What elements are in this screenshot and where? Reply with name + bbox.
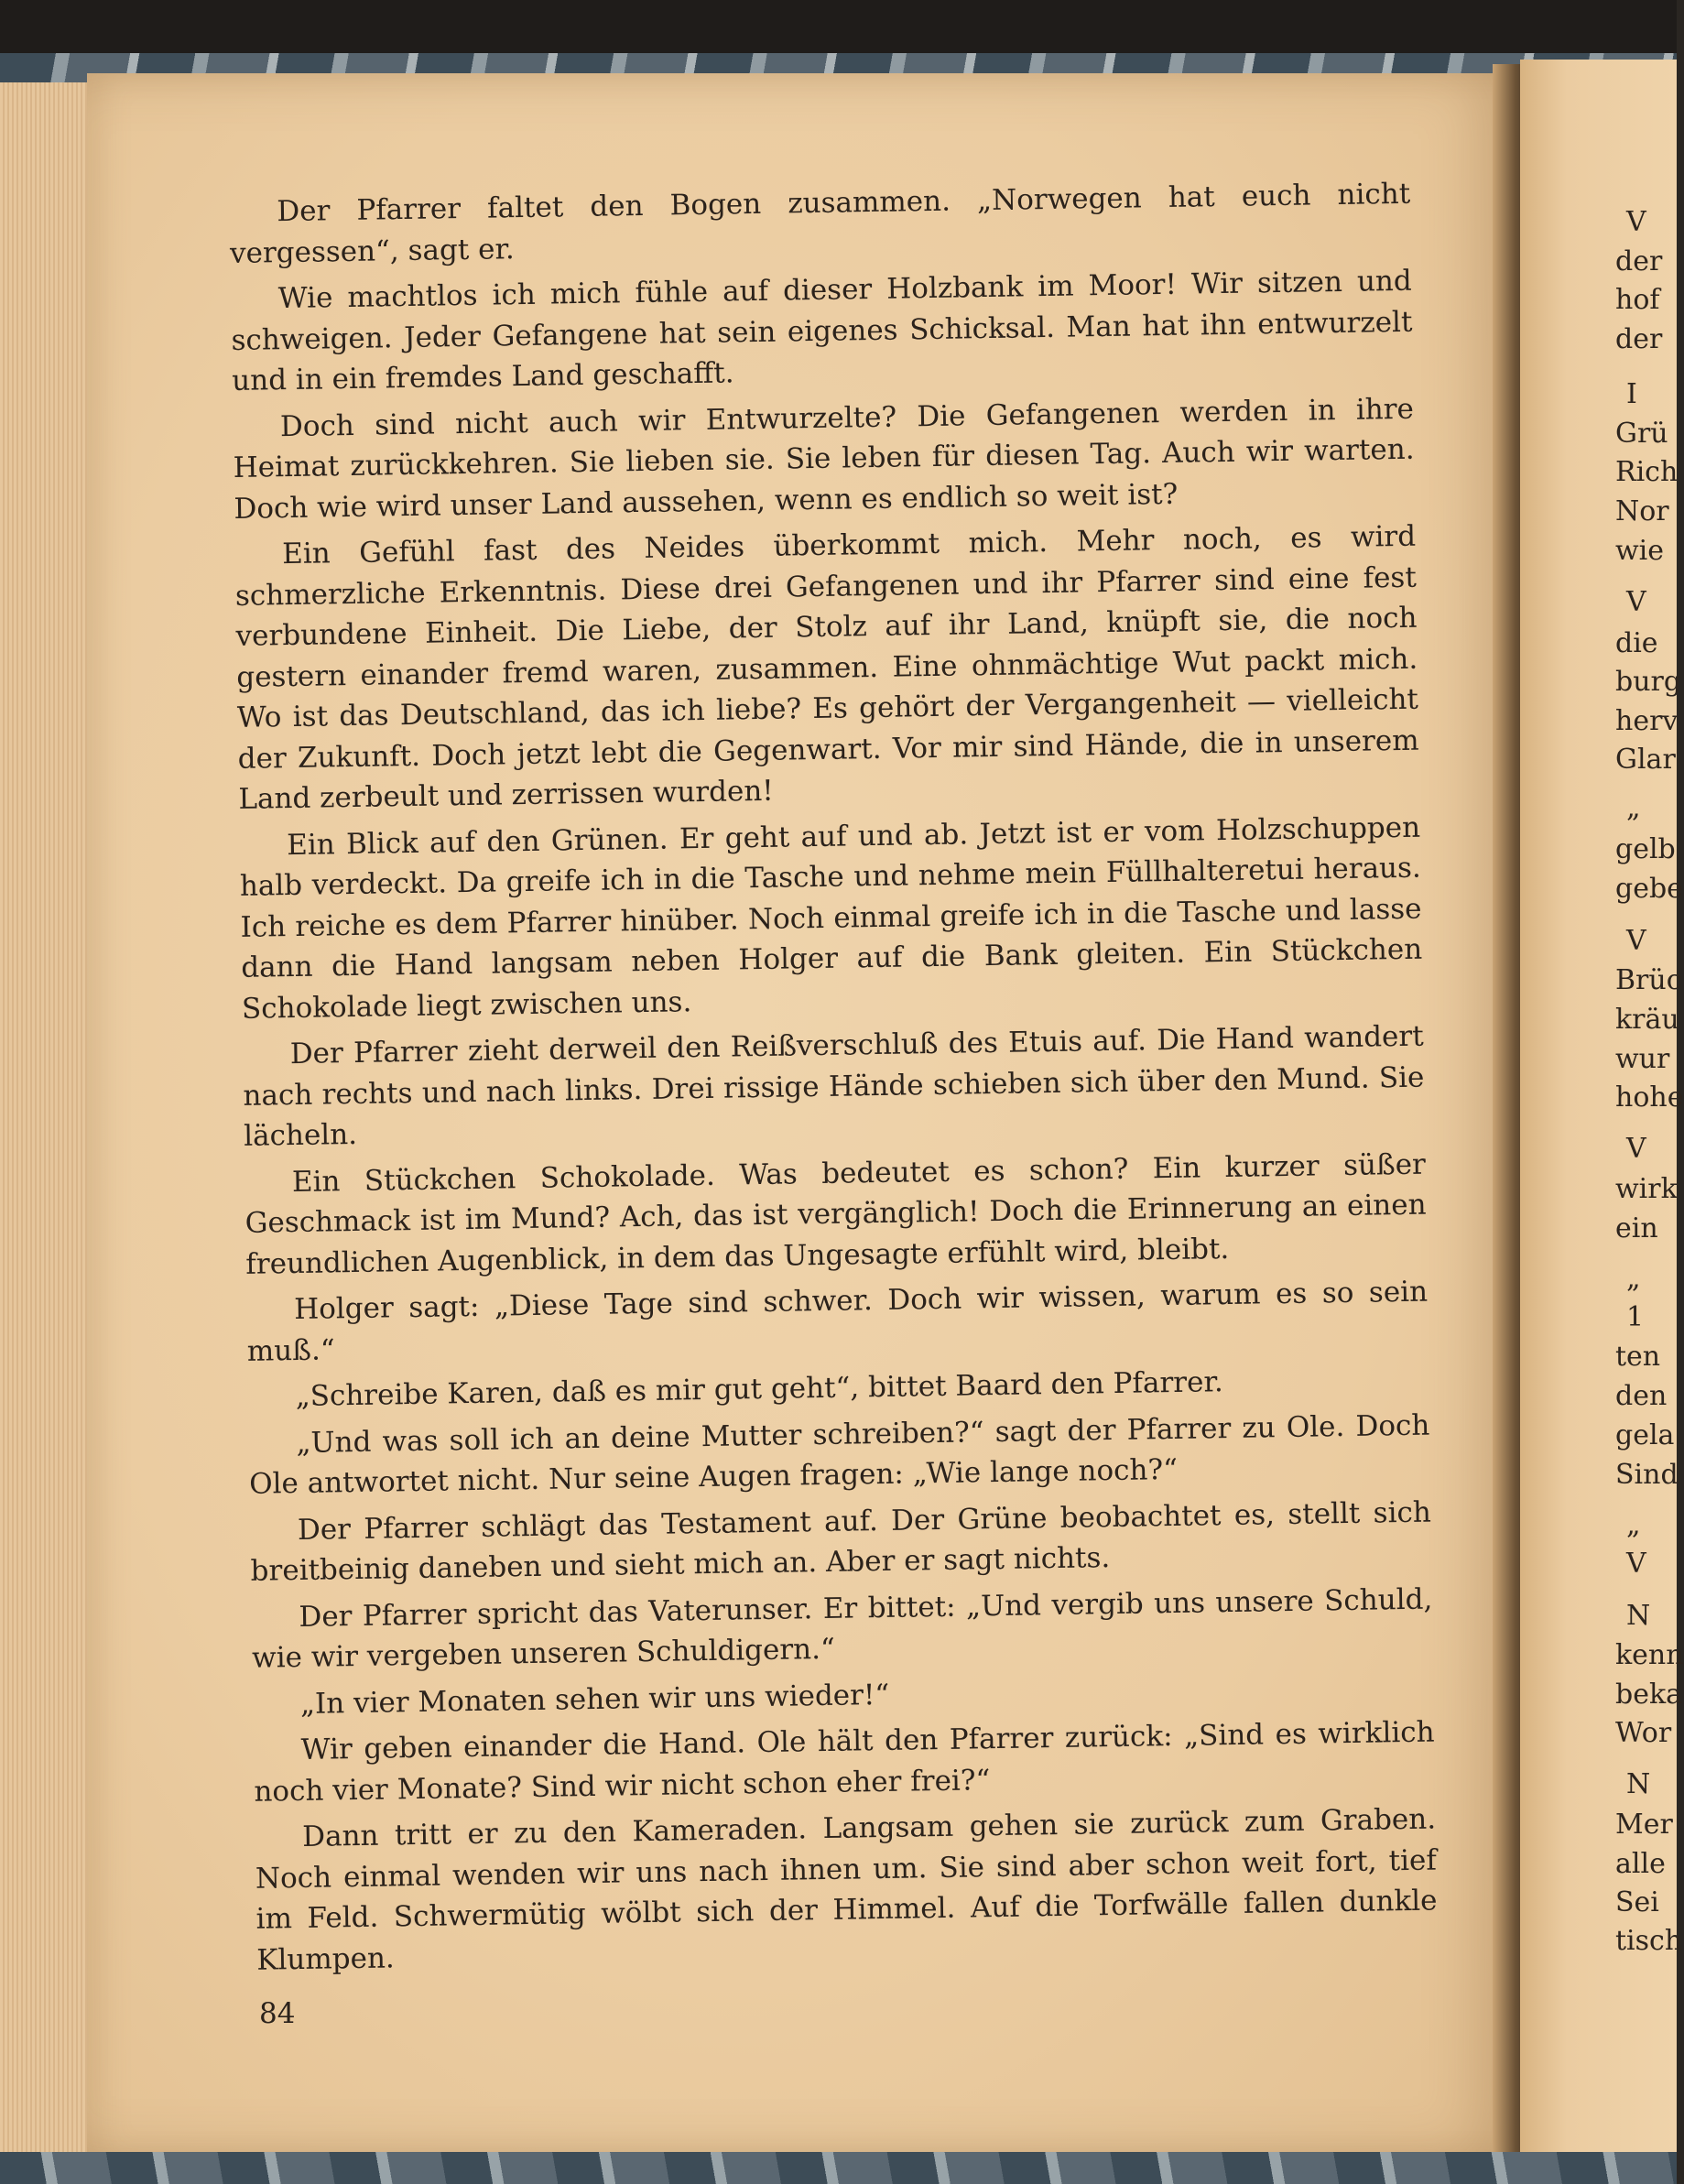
next-page-fragment: hohe <box>1615 1081 1684 1114</box>
paragraph: Ein Blick auf den Grünen. Er geht auf und ab. Jetzt ist er vom Holzschuppen halb verdeckt. Da greife ich in die Tasche und nehme mein Füllhalteretui heraus. Ich reiche es dem Pfarrer hinüber. Noch einmal greife ich in die Tasche und lasse dann die Hand langsam neben Holger auf die Bank gleiten. Ein Stückchen Schokolade liegt zwischen uns. <box>239 810 1423 1026</box>
next-page-fragment: V <box>1626 1133 1646 1165</box>
next-page-fragment: Nor <box>1615 495 1669 527</box>
paragraph: Ein Gefühl fast des Neides überkommt mich. Mehr noch, es wird schmerzliche Erkenntnis. Diese drei Gefangenen und ihr Pfarrer sind eine fest verbundene Einheit. Die Liebe, der Stolz auf ihr Land, knüpft sie, die noch gestern einander fremd waren, zusammen. Eine ohnmächtige Wut packt mich. Wo ist das Deutschland, das ich liebe? Es gehört der Vergangenheit — vielleicht der Zukunft. Doch jetzt lebt die Gegenwart. Vor mir sind Hände, die in unserem Land zerbeult und zerrissen wurden! <box>234 519 1419 816</box>
next-page-fragment: Brüc <box>1615 964 1682 996</box>
next-page-fragment: „ <box>1626 1263 1641 1295</box>
next-page-fragment: ein <box>1615 1212 1658 1244</box>
next-page-fragment: Grü <box>1615 418 1668 450</box>
next-page-fragment: Glar <box>1615 744 1676 776</box>
next-page-fragment: beka <box>1615 1679 1683 1711</box>
paragraph: „In vier Monaten sehen wir uns wieder!“ <box>299 1678 890 1721</box>
paragraph: Ein Stückchen Schokolade. Was bedeutet es schon? Ein kurzer süßer Geschmack ist im Mund? Ach, das ist vergänglich! Doch die Erinnerung an einen freundlichen Augenblick, in dem das Ungesagte erfühlt wird, bleibt. <box>244 1147 1427 1281</box>
page-number: 84 <box>259 1997 296 2030</box>
paragraph: Wir geben einander die Hand. Ole hält den Pfarrer zurück: „Sind es wirklich noch vier Monate? Sind wir nicht schon eher frei?“ <box>254 1715 1435 1809</box>
next-page-fragment: V <box>1626 586 1646 618</box>
next-page-fragment: „ <box>1626 1509 1641 1541</box>
next-page-fragment: wirk <box>1615 1173 1678 1205</box>
next-page-fragment: wie <box>1615 535 1665 567</box>
next-page-fragment: V <box>1626 1548 1646 1580</box>
paragraph: „Und was soll ich an deine Mutter schreiben?“ sagt der Pfarrer zu Ole. Doch Ole antwortet nicht. Nur seine Augen fragen: „Wie lange noch?“ <box>248 1408 1430 1501</box>
next-page-fragment: alle <box>1615 1848 1666 1880</box>
paragraph: Doch sind nicht auch wir Entwurzelte? Die Gefangenen werden in ihre Heimat zurückkehren. Sie lieben sie. Sie leben für diesen Tag. Auch wir warten. Doch wie wird unser Land aussehen, wenn es endlich so weit ist? <box>233 392 1415 526</box>
next-page-fragment: herv <box>1615 705 1679 737</box>
paragraph: „Schreibe Karen, daß es mir gut geht“, bittet Baard den Pfarrer. <box>295 1365 1223 1414</box>
paragraph: Wie machtlos ich mich fühle auf dieser Holzbank im Moor! Wir sitzen und schweigen. Jeder Gefangene hat sein eigenes Schicksal. Man hat ihn entwurzelt und in ein fremdes Land geschafft. <box>231 264 1413 397</box>
paragraph: Holger sagt: „Diese Tage sind schwer. Doch wir wissen, warum es so sein muß.“ <box>246 1275 1429 1368</box>
paragraph: Der Pfarrer faltet den Bogen zusammen. „Norwegen hat euch nicht vergessen“, sagt er. <box>229 177 1411 270</box>
next-page-fragment: hof <box>1615 284 1660 316</box>
next-page-fragment: die <box>1615 627 1658 659</box>
next-page-fragment: der <box>1615 323 1663 355</box>
next-page-fragment: N <box>1626 1600 1651 1632</box>
next-page-fragment: V <box>1626 925 1646 957</box>
next-page-fragment: ten <box>1615 1341 1661 1373</box>
next-page-fragment: N <box>1626 1768 1651 1800</box>
next-page-fragment: Wor <box>1615 1717 1672 1749</box>
next-page-fragment: Sind <box>1615 1459 1679 1491</box>
next-page-fragment: der <box>1615 245 1663 277</box>
next-page-fragment: gela <box>1615 1419 1675 1451</box>
next-page-fragment: Sei <box>1615 1886 1659 1918</box>
paragraph: Dann tritt er zu den Kameraden. Langsam gehen sie zurück zum Graben. Noch einmal wenden wir uns nach ihnen um. Sie sind aber schon weit fort, tief im Feld. Schwermütig wölbt sich der Himmel. Auf die Torfwälle fallen dunkle Klumpen. <box>255 1802 1438 1977</box>
next-page-fragment: gelb <box>1615 833 1676 865</box>
paragraph: Der Pfarrer spricht das Vaterunser. Er bittet: „Und vergib uns unsere Schuld, wie wir vergeben unseren Schuldigern.“ <box>251 1582 1433 1675</box>
next-page-fragment: „ <box>1626 792 1641 824</box>
next-page-fragment: kräu <box>1615 1004 1679 1036</box>
next-page-fragment: burg <box>1615 666 1682 698</box>
next-page-fragment: kenn <box>1615 1639 1684 1671</box>
book-cover-bottom-edge <box>0 2152 1677 2184</box>
next-page-fragment: 1 <box>1626 1301 1645 1333</box>
next-page-fragment: V <box>1626 206 1646 238</box>
next-page-fragment: Mer <box>1615 1809 1673 1841</box>
page-text <box>229 174 1439 1986</box>
next-page-fragment: den <box>1615 1380 1668 1412</box>
next-page-fragment: tisch <box>1615 1925 1683 1957</box>
next-page-fragment: Rich <box>1615 456 1679 488</box>
next-page-fragment: I <box>1626 378 1637 410</box>
paragraph: Der Pfarrer zieht derweil den Reißverschluß des Etuis auf. Die Hand wandert nach rechts und nach links. Drei rissige Hände schieben sich über den Mund. Sie lächeln. <box>243 1019 1425 1153</box>
paragraph: Der Pfarrer schlägt das Testament auf. Der Grüne beobachtet es, stellt sich breitbeinig daneben und sieht mich an. Aber er sagt nichts. <box>250 1495 1432 1588</box>
next-page-fragment: gebe <box>1615 873 1683 905</box>
next-page-fragment: wur <box>1615 1043 1670 1075</box>
top-background <box>0 0 1677 57</box>
book-page-right <box>1520 60 1684 2157</box>
